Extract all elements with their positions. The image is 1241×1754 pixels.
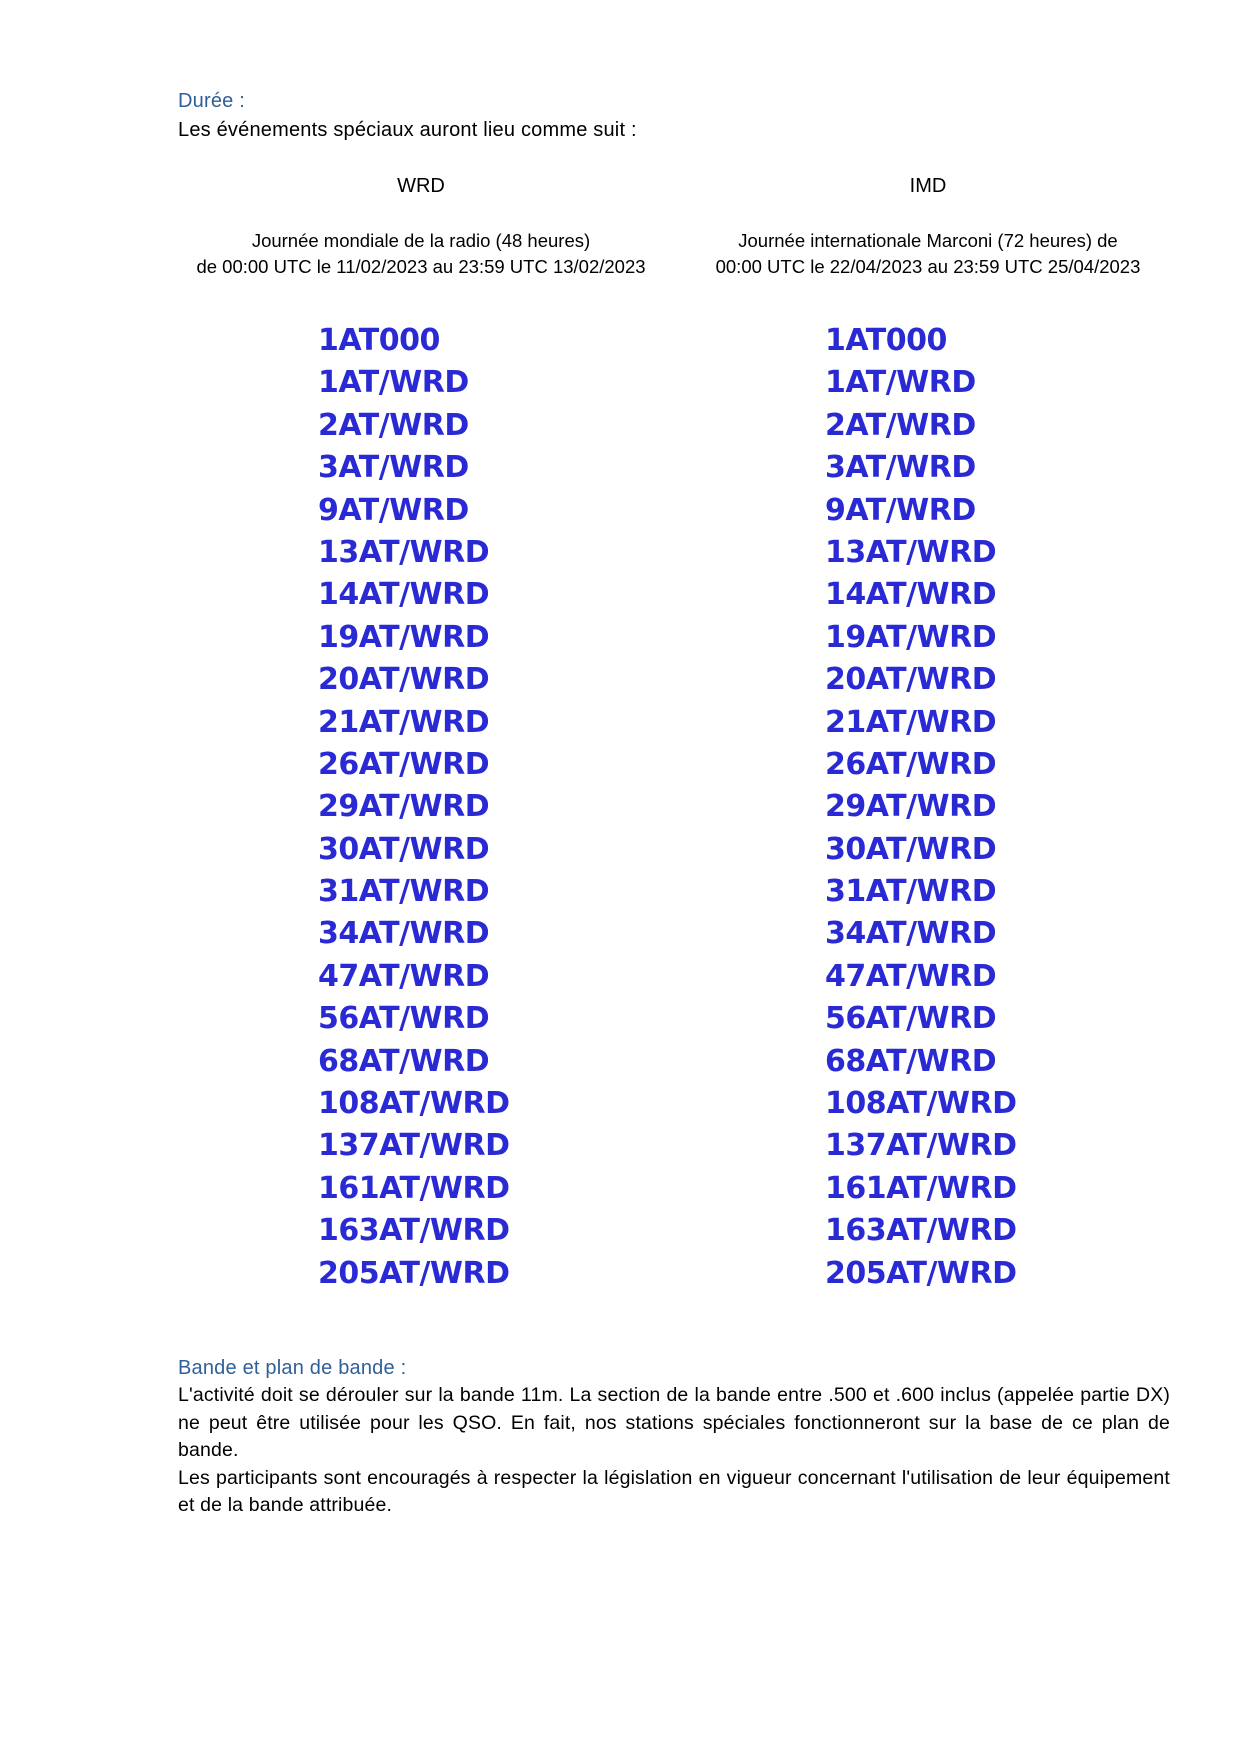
wrd-callsign-item: 205AT/WRD [318,1255,510,1291]
band-heading: Bande et plan de bande : [178,1357,407,1379]
wrd-callsign-item: 56AT/WRD [318,1001,490,1037]
wrd-callsign-item: 21AT/WRD [318,704,490,740]
imd-callsign-item: 30AT/WRD [825,831,997,867]
wrd-callsign-item: 108AT/WRD [318,1086,510,1122]
imd-column-title: IMD [909,175,947,197]
band-paragraph-2: Les participants sont encouragés à respecter la législation en vigueur concernant l'utilisation de leur équipement et de la bande attribuée. [178,1466,1170,1516]
imd-callsign-item: 9AT/WRD [825,492,976,528]
duration-intro: Les événements spéciaux auront lieu comme suit : [178,119,637,141]
imd-callsign-item: 161AT/WRD [825,1170,1017,1206]
band-text [178,1382,1170,1520]
wrd-description-line-2: de 00:00 UTC le 11/02/2023 au 23:59 UTC 13/02/2023 [196,256,646,277]
wrd-callsign-item: 1AT000 [318,323,440,358]
wrd-callsign-item: 13AT/WRD [318,534,490,570]
wrd-callsign-item: 9AT/WRD [318,492,469,528]
band-paragraph-1: L'activité doit se dérouler sur la bande 11m. La section de la bande entre .500 et .600 inclus (appelée partie DX) ne peut être utilisée pour les QSO. En fait, nos stations spéciales fonctionneront sur la base de ce plan de bande. [178,1384,1170,1461]
imd-callsign-item: 2AT/WRD [825,407,976,443]
imd-callsign-list [825,320,1017,1295]
wrd-callsign-item: 29AT/WRD [318,789,490,825]
imd-callsign-item: 205AT/WRD [825,1255,1017,1291]
wrd-callsign-item: 1AT/WRD [318,365,469,401]
wrd-callsign-item: 3AT/WRD [318,450,469,486]
imd-callsign-item: 13AT/WRD [825,534,997,570]
imd-callsign-item: 34AT/WRD [825,916,997,952]
imd-callsign-item: 108AT/WRD [825,1086,1017,1122]
wrd-callsign-item: 137AT/WRD [318,1128,510,1164]
imd-callsign-item: 3AT/WRD [825,450,976,486]
wrd-callsign-item: 2AT/WRD [318,407,469,443]
imd-callsign-item: 137AT/WRD [825,1128,1017,1164]
imd-callsign-item: 31AT/WRD [825,874,997,910]
wrd-callsign-item: 19AT/WRD [318,619,490,655]
wrd-callsign-item: 68AT/WRD [318,1043,490,1079]
imd-callsign-item: 1AT/WRD [825,365,976,401]
imd-description-line-2: 00:00 UTC le 22/04/2023 au 23:59 UTC 25/04/2023 [715,256,1141,277]
wrd-column-description [151,228,691,280]
wrd-callsign-item: 20AT/WRD [318,662,490,698]
imd-callsign-item: 56AT/WRD [825,1001,997,1037]
imd-callsign-item: 26AT/WRD [825,746,997,782]
imd-callsign-item: 19AT/WRD [825,619,997,655]
imd-callsign-item: 20AT/WRD [825,662,997,698]
imd-callsign-item: 14AT/WRD [825,577,997,613]
wrd-callsign-item: 47AT/WRD [318,958,490,994]
wrd-callsign-item: 30AT/WRD [318,831,490,867]
wrd-callsign-list [318,320,510,1295]
imd-callsign-item: 21AT/WRD [825,704,997,740]
wrd-callsign-item: 34AT/WRD [318,916,490,952]
wrd-callsign-item: 14AT/WRD [318,577,490,613]
imd-description-line-1: Journée internationale Marconi (72 heures) de [738,230,1118,251]
wrd-callsign-item: 26AT/WRD [318,746,490,782]
imd-callsign-item: 68AT/WRD [825,1043,997,1079]
duration-heading: Durée : [178,90,245,112]
imd-callsign-item: 163AT/WRD [825,1213,1017,1249]
wrd-description-line-1: Journée mondiale de la radio (48 heures) [251,230,591,251]
wrd-callsign-item: 161AT/WRD [318,1170,510,1206]
wrd-callsign-item: 163AT/WRD [318,1213,510,1249]
imd-column-description [658,228,1198,280]
imd-callsign-item: 47AT/WRD [825,958,997,994]
wrd-column-title: WRD [397,175,445,197]
imd-callsign-item: 29AT/WRD [825,789,997,825]
imd-callsign-item: 1AT000 [825,323,947,358]
wrd-callsign-item: 31AT/WRD [318,874,490,910]
